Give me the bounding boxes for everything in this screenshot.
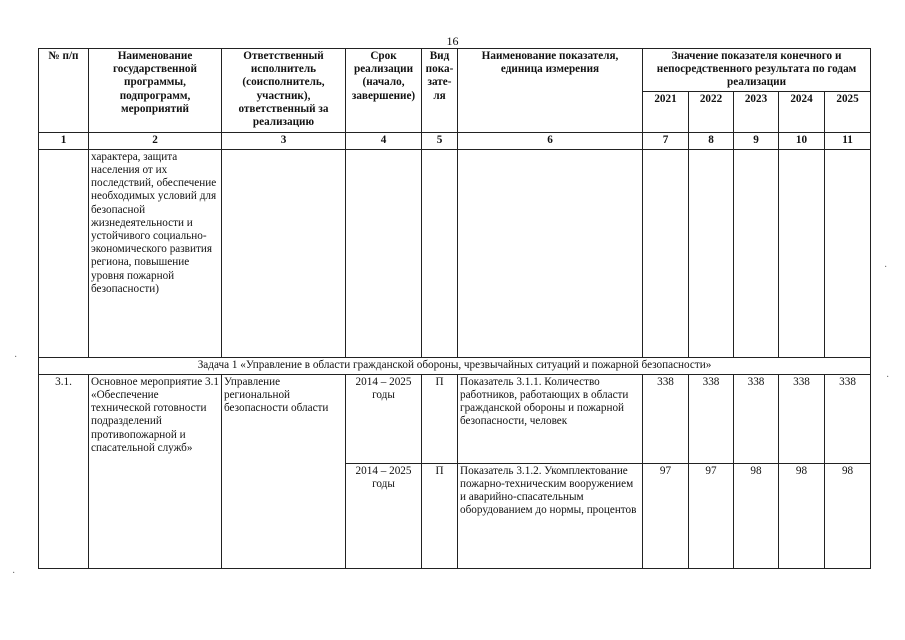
column-number: 11: [825, 132, 871, 149]
indicator-value: 338: [825, 374, 871, 463]
column-number: 6: [458, 132, 643, 149]
header-year: 2023: [734, 91, 779, 132]
scan-speck: ·: [884, 262, 888, 273]
column-number: 7: [643, 132, 689, 149]
header-year: 2024: [779, 91, 825, 132]
header-indicator-kind: Вид пока-зате-ля: [422, 49, 458, 133]
header-year: 2021: [643, 91, 689, 132]
indicator-period: 2014 – 2025 годы: [346, 463, 422, 568]
column-number: 9: [734, 132, 779, 149]
indicator-value: 338: [689, 374, 734, 463]
column-number: 10: [779, 132, 825, 149]
indicator-name: Показатель 3.1.1. Количество работников, работающих в области гражданской обороны и пожарной безопасности, человек: [458, 374, 643, 463]
continuation-row: [39, 149, 871, 357]
scan-speck: ·: [886, 372, 890, 383]
column-numbers-row: [39, 132, 871, 149]
header-number: № п/п: [39, 49, 89, 133]
column-number: 3: [222, 132, 346, 149]
column-number: 8: [689, 132, 734, 149]
header-year: 2022: [689, 91, 734, 132]
header-year: 2025: [825, 91, 871, 132]
indicator-kind: П: [422, 374, 458, 463]
indicator-name: Показатель 3.1.2. Укомплектование пожарно-техническим вооружением и аварийно-спасательным оборудованием до нормы, процентов: [458, 463, 643, 568]
item-name: Основное мероприятие 3.1 «Обеспечение технической готовности подразделений противопожарной и спасательной служб»: [89, 374, 222, 568]
continuation-text: характера, защита населения от их последствий, обеспечение необходимых условий для безопасной жизнедеятельности и устойчивого социально-экономического развития региона, повышение уровня пожарной безопасности): [89, 149, 222, 357]
header-period: Срок реализации (начало, завершение): [346, 49, 422, 133]
indicator-value: 338: [734, 374, 779, 463]
header-row: [39, 49, 871, 92]
header-program-name: Наименование государственной программы, подпрограмм, мероприятий: [89, 49, 222, 133]
scan-speck: ·: [12, 568, 16, 579]
indicator-value: 98: [734, 463, 779, 568]
indicator-value: 98: [779, 463, 825, 568]
task-row: [39, 357, 871, 374]
header-responsible: Ответственный исполнитель (соисполнитель, участник), ответственный за реализацию: [222, 49, 346, 133]
table-row: [39, 374, 871, 463]
column-number: 4: [346, 132, 422, 149]
indicator-period: 2014 – 2025 годы: [346, 374, 422, 463]
indicator-value: 97: [643, 463, 689, 568]
scan-speck: ·: [14, 352, 18, 363]
item-number: 3.1.: [39, 374, 89, 568]
column-number: 2: [89, 132, 222, 149]
indicator-kind: П: [422, 463, 458, 568]
indicator-value: 97: [689, 463, 734, 568]
indicator-value: 338: [779, 374, 825, 463]
page-number: 16: [446, 34, 459, 48]
task-title: Задача 1 «Управление в области гражданской обороны, чрезвычайных ситуаций и пожарной безопасности»: [39, 357, 871, 374]
column-number: 1: [39, 132, 89, 149]
indicators-table: [38, 48, 871, 569]
header-values-group: Значение показателя конечного и непосредственного результата по годам реализации: [643, 49, 871, 92]
item-responsible: Управление региональной безопасности области: [222, 374, 346, 568]
indicator-value: 338: [643, 374, 689, 463]
indicator-value: 98: [825, 463, 871, 568]
column-number: 5: [422, 132, 458, 149]
header-indicator-name: Наименование показателя, единица измерения: [458, 49, 643, 133]
